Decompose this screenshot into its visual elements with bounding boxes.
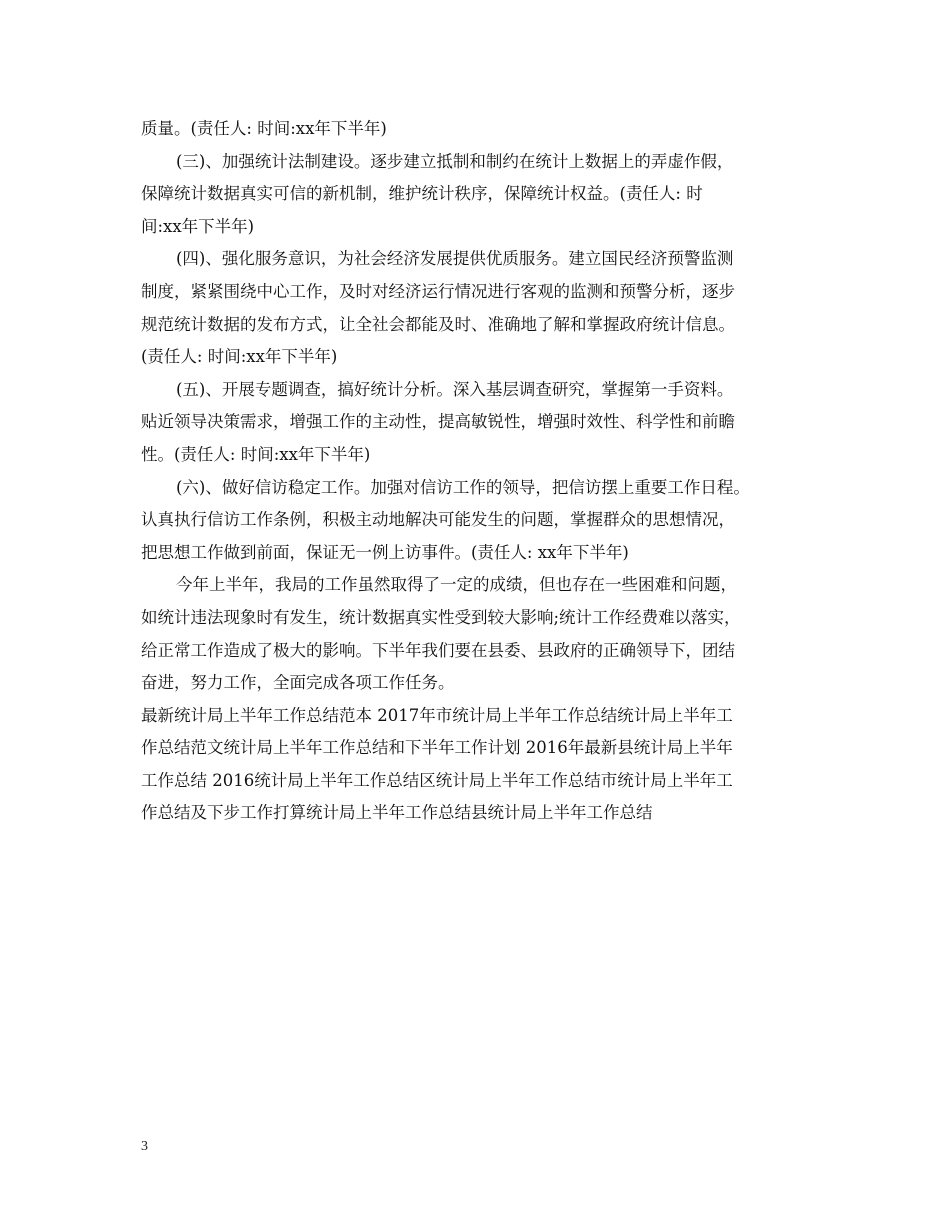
text-line: 今年上半年，我局的工作虽然取得了一定的成绩，但也存在一些困难和问题，: [176, 575, 737, 595]
text-line: (六)、做好信访稳定工作。加强对信访工作的领导，把信访摆上重要工作日程。: [176, 477, 750, 497]
text-line: 认真执行信访工作条例，积极主动地解决可能发生的问题，掌握群众的思想情况，: [141, 510, 735, 530]
text-line: 作总结范文统计局上半年工作总结和下半年工作计划 2016年最新县统计局上半年: [141, 738, 733, 758]
text-line: 间:xx年下半年): [141, 216, 255, 236]
text-line: 保障统计数据真实可信的新机制，维护统计秩序，保障统计权益。(责任人: 时: [141, 184, 703, 204]
text-line: 最新统计局上半年工作总结范本 2017年市统计局上半年工作总结统计局上半年工: [141, 705, 733, 725]
text-line: 给正常工作造成了极大的影响。下半年我们要在县委、县政府的正确领导下，团结: [141, 640, 735, 660]
text-line: 奋进，努力工作，全面完成各项工作任务。: [141, 673, 455, 693]
text-line: (三)、加强统计法制建设。逐步建立抵制和制约在统计上数据上的弄虚作假，: [176, 151, 734, 171]
text-line: 制度，紧紧围绕中心工作，及时对经济运行情况进行客观的监测和预警分析，逐步: [141, 281, 735, 301]
text-line: 如统计违法现象时有发生，统计数据真实性受到较大影响;统计工作经费难以落实，: [141, 607, 741, 627]
page-number: 3: [141, 1139, 148, 1154]
text-line: 作总结及下步工作打算统计局上半年工作总结县统计局上半年工作总结: [141, 803, 653, 823]
text-line: 质量。(责任人: 时间:xx年下半年): [141, 119, 387, 138]
document-body: [141, 113, 813, 830]
text-line: 把思想工作做到前面，保证无一例上访事件。(责任人: xx年下半年): [141, 542, 629, 562]
text-line: 工作总结 2016统计局上半年工作总结区统计局上半年工作总结市统计局上半年工: [141, 770, 733, 790]
text-line: (五)、开展专题调查，搞好统计分析。深入基层调查研究，掌握第一手资料。: [176, 379, 734, 399]
text-line: 贴近领导决策需求，增强工作的主动性，提高敏锐性，增强时效性、科学性和前瞻: [141, 412, 735, 432]
text-line: (责任人: 时间:xx年下半年): [141, 347, 338, 367]
text-line: 规范统计数据的发布方式，让全社会都能及时、准确地了解和掌握政府统计信息。: [141, 314, 735, 334]
text-line: (四)、强化服务意识，为社会经济发展提供优质服务。建立国民经济预警监测: [176, 249, 734, 269]
text-line: 性。(责任人: 时间:xx年下半年): [141, 444, 371, 464]
